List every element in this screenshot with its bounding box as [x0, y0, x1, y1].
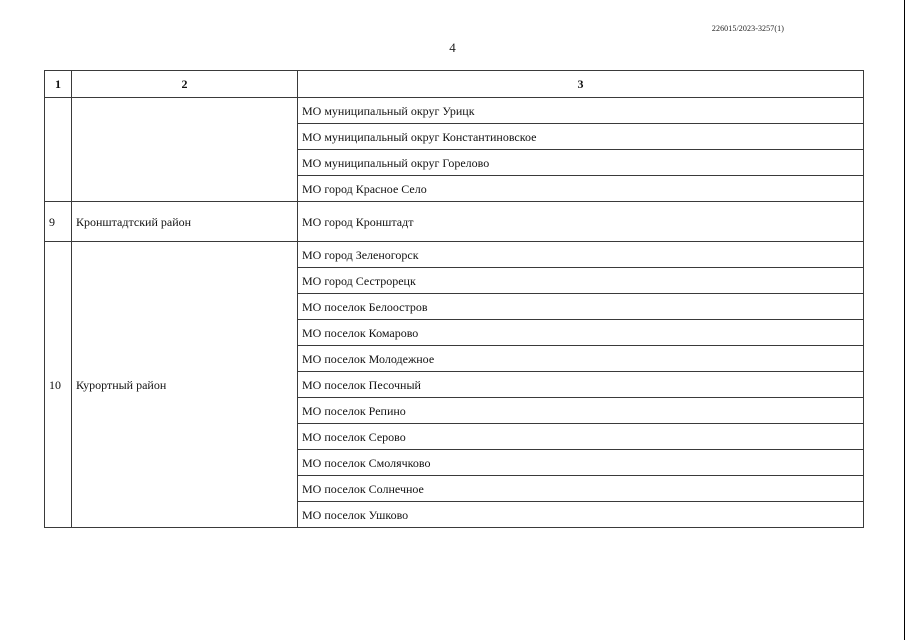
- page-number: 4: [449, 40, 456, 55]
- municipality-cell: МО город Сестрорецк: [298, 268, 864, 294]
- row-number-cell: 9: [45, 202, 72, 242]
- municipality-cell: МО город Кронштадт: [298, 202, 864, 242]
- municipality-cell: МО поселок Серово: [298, 424, 864, 450]
- municipality-cell: МО город Красное Село: [298, 176, 864, 202]
- municipality-cell: МО поселок Ушково: [298, 502, 864, 528]
- municipality-cell: МО муниципальный округ Горелово: [298, 150, 864, 176]
- municipality-cell: МО поселок Солнечное: [298, 476, 864, 502]
- municipality-cell: МО муниципальный округ Урицк: [298, 98, 864, 124]
- municipality-cell: МО поселок Репино: [298, 398, 864, 424]
- column-header-number: 1: [45, 71, 72, 98]
- municipality-cell: МО поселок Комарово: [298, 320, 864, 346]
- municipality-cell: МО поселок Белоостров: [298, 294, 864, 320]
- municipality-cell: МО поселок Песочный: [298, 372, 864, 398]
- document-registration-number: 226015/2023-3257(1): [711, 24, 784, 33]
- municipality-cell: МО город Зеленогорск: [298, 242, 864, 268]
- municipality-cell: МО муниципальный округ Константиновское: [298, 124, 864, 150]
- districts-table: [44, 70, 864, 528]
- district-cell: Курортный район: [72, 242, 298, 528]
- district-cell: [72, 98, 298, 202]
- column-header-municipality: 3: [298, 71, 864, 98]
- table-header-row: [45, 71, 864, 98]
- table-row: [45, 202, 864, 242]
- row-number-cell: 10: [45, 242, 72, 528]
- municipality-cell: МО поселок Молодежное: [298, 346, 864, 372]
- table-row: [45, 98, 864, 124]
- district-cell: Кронштадтский район: [72, 202, 298, 242]
- column-header-district: 2: [72, 71, 298, 98]
- municipality-cell: МО поселок Смолячково: [298, 450, 864, 476]
- table-row: [45, 242, 864, 268]
- row-number-cell: [45, 98, 72, 202]
